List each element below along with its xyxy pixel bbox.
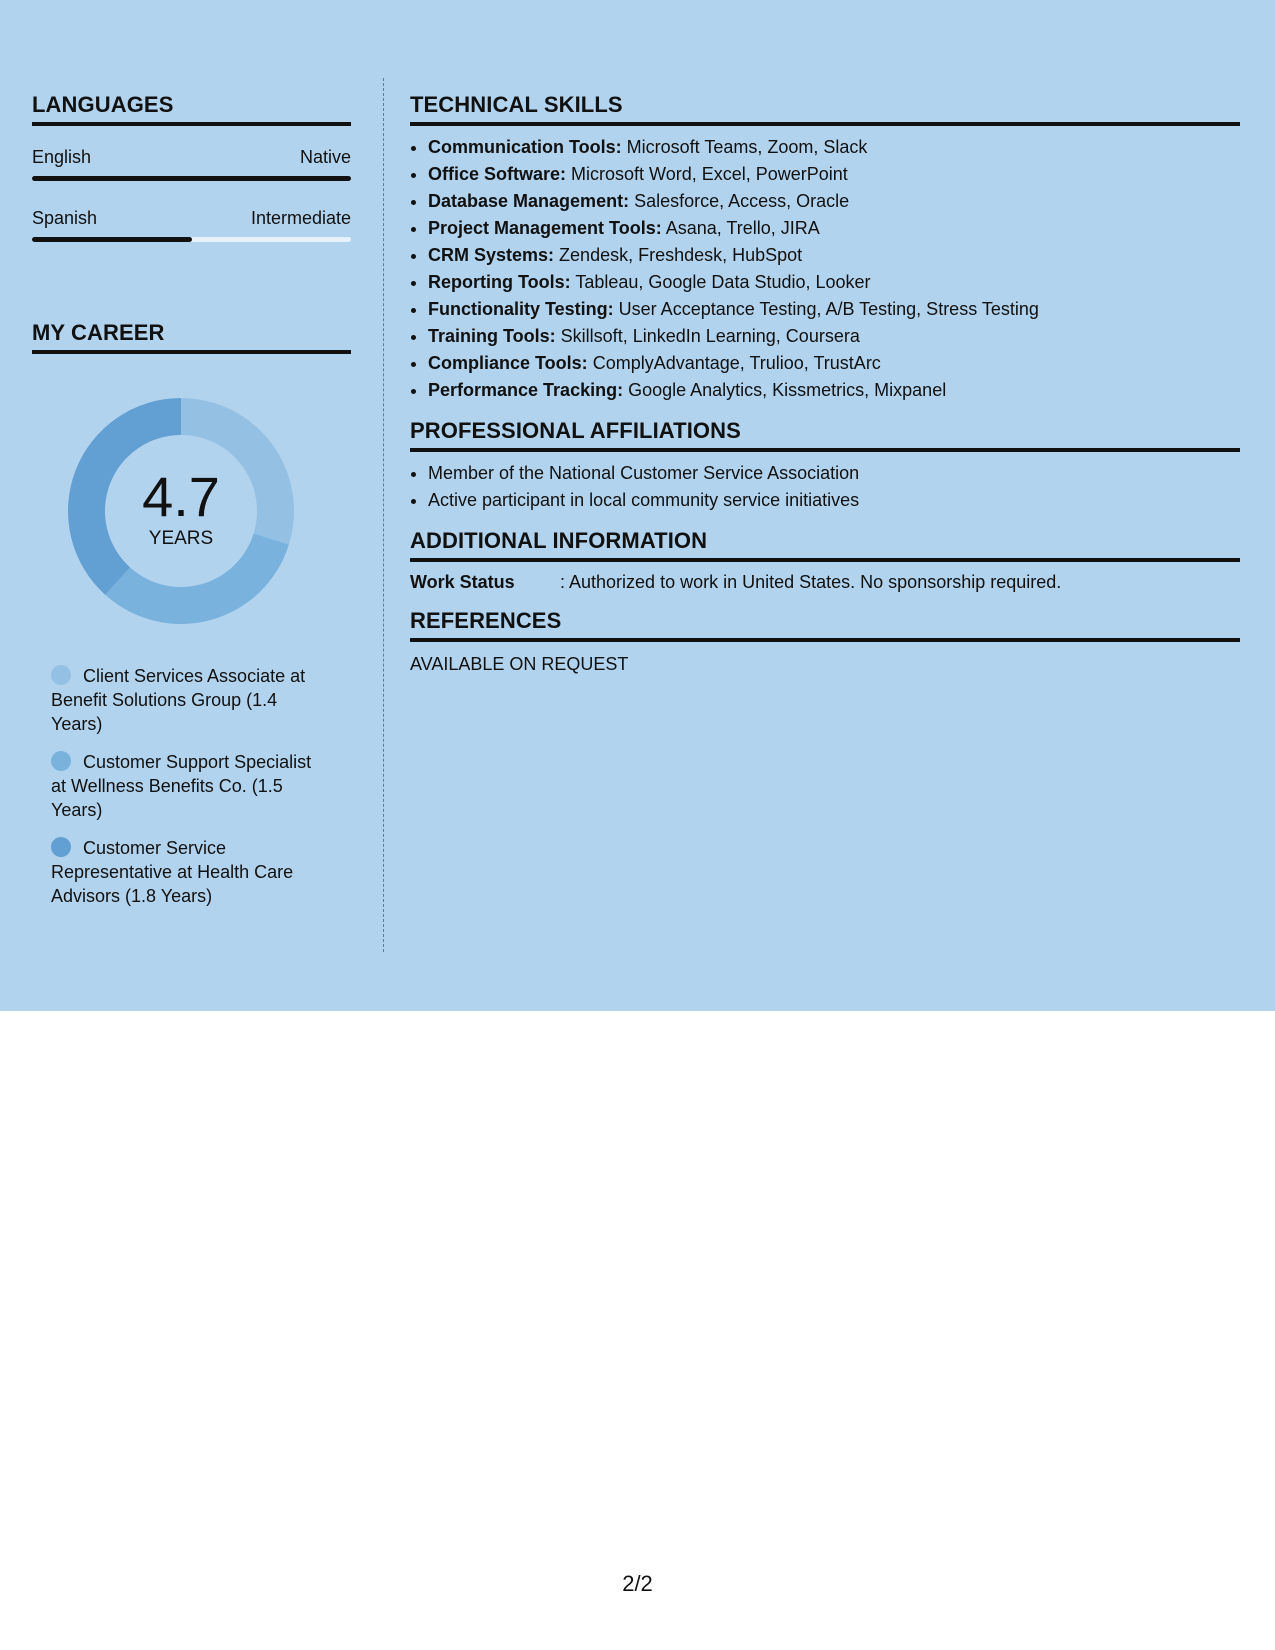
skill-value: Asana, Trello, JIRA [661, 218, 820, 238]
languages-heading: LANGUAGES [32, 92, 351, 126]
language-proficiency-fill [32, 237, 192, 242]
skill-item [428, 161, 1240, 188]
skill-label: Project Management Tools: [428, 218, 662, 238]
left-column [32, 92, 351, 922]
skill-label: CRM Systems: [428, 245, 555, 265]
language-level: Intermediate [250, 208, 351, 228]
affiliations-heading: PROFESSIONAL AFFILIATIONS [410, 418, 1240, 452]
skill-value: Microsoft Teams, Zoom, Slack [621, 137, 868, 157]
skill-label: Training Tools: [428, 326, 556, 346]
career-legend-item [51, 836, 331, 908]
skill-value: ComplyAdvantage, Trulioo, TrustArc [587, 353, 881, 373]
technical-skills-list [410, 134, 1240, 404]
skill-label: Compliance Tools: [428, 353, 588, 373]
work-status-value: : Authorized to work in United States. No sponsorship required. [560, 572, 1062, 592]
career-legend-item [51, 750, 331, 822]
technical-skills-heading: TECHNICAL SKILLS [410, 92, 1240, 126]
skill-item [428, 296, 1240, 323]
legend-dot [51, 751, 71, 771]
skill-item [428, 215, 1240, 242]
career-legend-item [51, 664, 331, 736]
language-item-spanish [32, 207, 351, 242]
skill-item [428, 323, 1240, 350]
skill-value: Zendesk, Freshdesk, HubSpot [554, 245, 803, 265]
skill-item [428, 134, 1240, 161]
career-total-label: YEARS [148, 528, 214, 549]
career-entry-text: Customer Support Specialist at Wellness Benefits Co. (1.5 Years) [51, 752, 312, 820]
career-legend [51, 664, 331, 908]
skill-value: Google Analytics, Kissmetrics, Mixpanel [623, 380, 947, 400]
language-level: Native [299, 147, 351, 167]
affiliation-item: • Member of the National Customer Service Association [428, 460, 1240, 487]
references-heading: REFERENCES [410, 608, 1240, 642]
references-text: AVAILABLE ON REQUEST [410, 654, 629, 674]
skill-item [428, 188, 1240, 215]
skill-value: Tableau, Google Data Studio, Looker [570, 272, 871, 292]
skill-label: Communication Tools: [428, 137, 622, 157]
skill-label: Reporting Tools: [428, 272, 571, 292]
work-status-row [410, 570, 1240, 594]
skill-value: Salesforce, Access, Oracle [629, 191, 850, 211]
donut-center [66, 465, 296, 550]
skill-label: Database Management: [428, 191, 630, 211]
career-total-years: 4.7 [142, 465, 220, 528]
language-item-english [32, 146, 351, 181]
legend-dot [51, 665, 71, 685]
skill-label: Office Software: [428, 164, 567, 184]
work-status-label: Work Status [410, 572, 515, 592]
affiliations-list [410, 460, 1240, 514]
language-name: Spanish [32, 208, 98, 228]
affiliation-item: • Active participant in local community service initiatives [428, 487, 1240, 514]
language-proficiency-fill [32, 176, 351, 181]
career-donut-chart [66, 396, 296, 626]
legend-dot [51, 837, 71, 857]
career-heading: MY CAREER [32, 320, 351, 354]
additional-info-heading: ADDITIONAL INFORMATION [410, 528, 1240, 562]
skill-label: Performance Tracking: [428, 380, 624, 400]
career-entry-text: Client Services Associate at Benefit Solutions Group (1.4 Years) [51, 666, 306, 734]
skill-value: Skillsoft, LinkedIn Learning, Coursera [555, 326, 860, 346]
skill-item [428, 350, 1240, 377]
skill-item [428, 242, 1240, 269]
skill-item [428, 377, 1240, 404]
language-proficiency-bar [32, 176, 351, 181]
language-proficiency-bar [32, 237, 351, 242]
skill-value: User Acceptance Testing, A/B Testing, Stress Testing [613, 299, 1039, 319]
skill-value: Microsoft Word, Excel, PowerPoint [566, 164, 848, 184]
skill-item [428, 269, 1240, 296]
career-entry-text: Customer Service Representative at Health Care Advisors (1.8 Years) [51, 838, 294, 906]
right-column [410, 92, 1240, 676]
language-name: English [32, 147, 92, 167]
page-number: 2/2 [622, 1571, 653, 1596]
column-divider [383, 78, 384, 952]
skill-label: Functionality Testing: [428, 299, 614, 319]
